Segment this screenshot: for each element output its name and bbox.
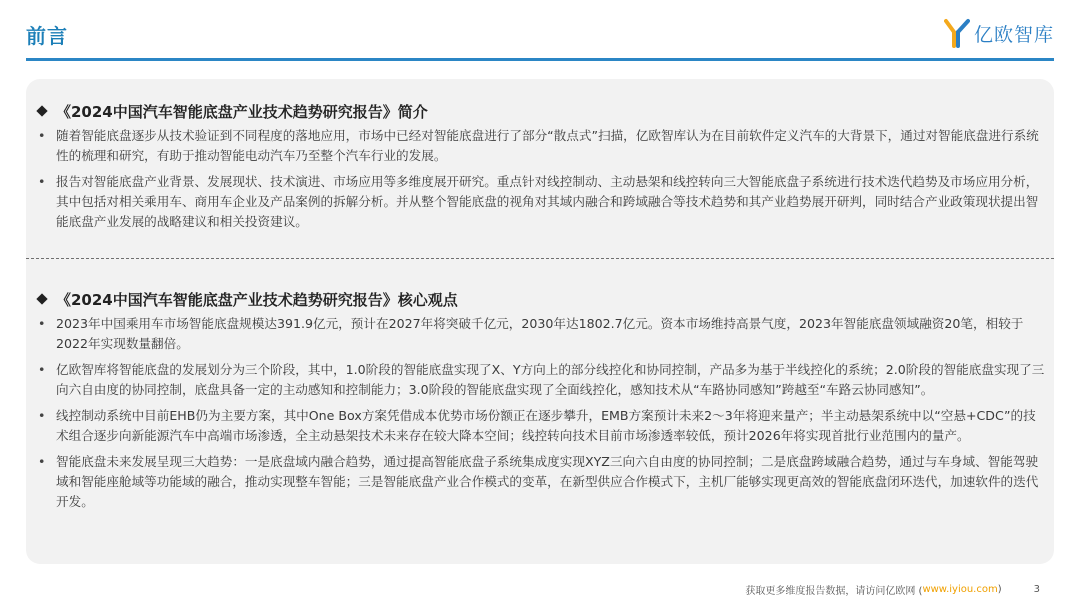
bullet-item: • 随着智能底盘逐步从技术验证到不同程度的落地应用，市场中已经对智能底盘进行了部分“散点式”扫描，亿欧智库认为在目前软件定义汽车的大背景下，通过对智能底盘进行系统性的梳理和研究，有助于推动智能电动汽车乃至整个汽车行业的发展。 — [36, 126, 1046, 166]
footer — [745, 582, 1040, 597]
section-heading — [36, 100, 1046, 122]
footer-text: 获取更多维度报告数据，请访问亿欧网 ( — [745, 586, 923, 597]
section-heading-text: 《2024中国汽车智能底盘产业技术趋势研究报告》简介 — [56, 102, 428, 121]
intro-section — [36, 100, 1046, 238]
section-heading — [36, 288, 1046, 310]
logo-text: 亿欧智库 — [974, 23, 1055, 46]
key-points-section — [36, 288, 1046, 518]
bullet-item: • 2023年中国乘用车市场智能底盘规模达391.9亿元，预计在2027年将突破千亿元，2030年达1802.7亿元。资本市场维持高景气度，2023年智能底盘领域融资20笔，相较于2022年实现数量翻倍。 — [36, 314, 1046, 354]
section-heading-text: 《2024中国汽车智能底盘产业技术趋势研究报告》核心观点 — [56, 290, 458, 309]
brand-logo — [944, 16, 1054, 50]
footer-text-end: ) — [997, 584, 1002, 595]
page-title: 前言 — [26, 24, 68, 48]
bullet-item: • 智能底盘未来发展呈现三大趋势：一是底盘域内融合趋势，通过提高智能底盘子系统集成度实现XYZ三向六自由度的协同控制；二是底盘跨域融合趋势，通过与车身域、智能驾驶域和智能座舱域等功能域的融合，推动实现整车智能；三是智能底盘产业合作模式的变革，在新型供应合作模式下，主机厂能够实现更高效的智能底盘闭环迭代，加速软件的迭代开发。 — [36, 452, 1046, 512]
bullet-item: • 亿欧智库将智能底盘的发展划分为三个阶段，其中，1.0阶段的智能底盘实现了X、Y方向上的部分线控化和协同控制，产品多为基于半线控化的系统；2.0阶段的智能底盘实现了三向六自由度的协同控制，底盘具备一定的主动感知和控制能力；3.0阶段的智能底盘实现了全面线控化，感知技术从“车路协同感知”跨越至“车路云协同感知”。 — [36, 360, 1046, 400]
bullet-list — [36, 126, 1046, 232]
dashed-divider — [26, 258, 1054, 259]
bullet-list — [36, 314, 1046, 512]
bullet-item: • 线控制动系统中目前EHB仍为主要方案，其中One Box方案凭借成本优势市场份额正在逐步攀升，EMB方案预计未来2～3年将迎来量产；半主动悬架系统中以“空悬+CDC”的技术组合逐步向新能源汽车中高端市场渗透，全主动悬架技术未来存在较大降本空间；线控转向技术目前市场渗透率较低，预计2026年将实现首批行业范围内的量产。 — [36, 406, 1046, 446]
yiou-logo-icon — [944, 18, 970, 48]
website-link[interactable]: www.iyiou.com — [922, 584, 998, 595]
diamond-bullet-icon — [36, 105, 47, 116]
title-underline — [26, 58, 1054, 61]
bullet-item: • 报告对智能底盘产业背景、发展现状、技术演进、市场应用等多维度展开研究。重点针对线控制动、主动悬架和线控转向三大智能底盘子系统进行技术迭代趋势及市场应用分析，其中包括对相关乘用车、商用车企业及产品案例的拆解分析。并从整个智能底盘的视角对其域内融合和跨域融合等技术趋势和其产业趋势展开研判，同时结合产业政策现状提出智能底盘产业发展的战略建议和相关投资建议。 — [36, 172, 1046, 232]
page-number: 3 — [1033, 584, 1040, 595]
diamond-bullet-icon — [36, 293, 47, 304]
